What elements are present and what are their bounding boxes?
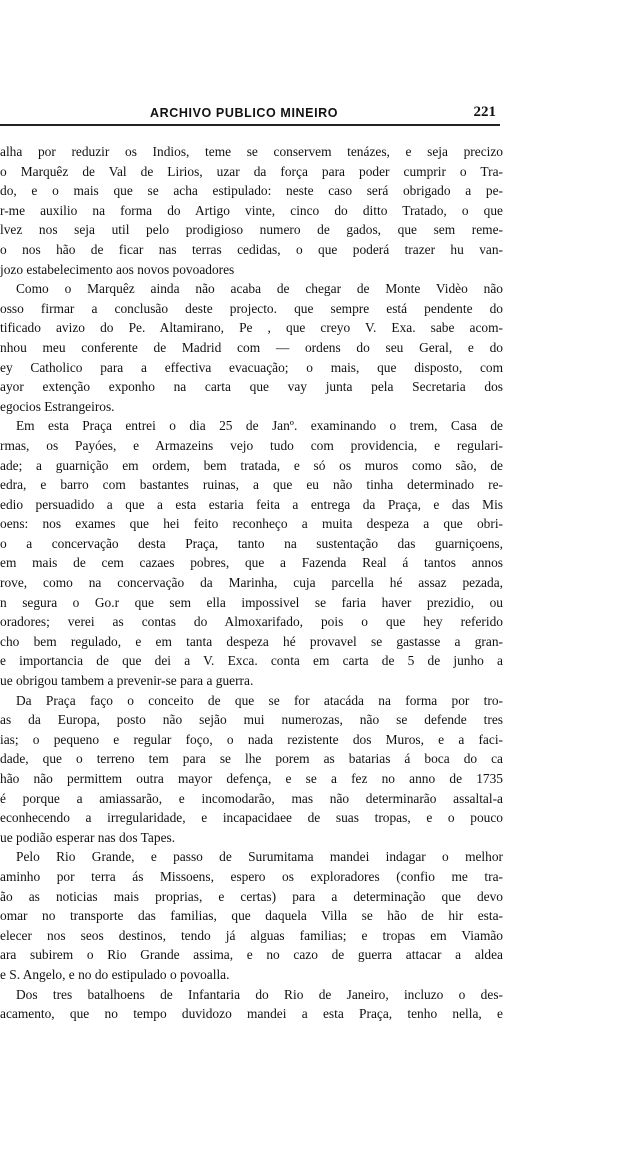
text-line: ara subirem o Rio Grande assima, e no cazo de guerra attacar a aldea — [0, 947, 503, 963]
text-line: e importancia de que dei a V. Exca. conta em carta de 5 de junho a — [0, 653, 503, 669]
text-line: as da Europa, posto não sejão mui numerozas, não se defende tres — [0, 712, 503, 728]
text-line: tificado avizo do Pe. Altamirano, Pe , que creyo V. Exa. sabe acom- — [0, 320, 503, 336]
page-number: 221 — [473, 104, 496, 120]
text-line: lvez nos seja util pelo prodigioso numero de gados, que sem reme- — [0, 222, 503, 238]
body-text — [0, 142, 503, 1142]
text-line: em mais de cem cazaes pobres, que a Fazenda Real á tantos annos — [0, 555, 503, 571]
text-line: jozo estabelecimento aos novos povoadores — [0, 261, 235, 277]
text-line: ue podião esperar nas dos Tapes. — [0, 829, 176, 845]
text-line: Dos tres batalhoens de Infantaria do Rio de Janeiro, incluzo o des- — [16, 986, 503, 1002]
text-line: ey Catholico para a effectiva evacuação; o mais, que disposto, com — [0, 359, 503, 375]
text-line: ão as noticias mais proprias, e certas) para a determinação que devo — [0, 888, 503, 904]
text-line: n segura o Go.r que sem ella impossivel se faria haver prezidio, ou — [0, 594, 503, 610]
text-line: dade, que o terreno tem para se lhe porem as batarias á boca do ca — [0, 751, 503, 767]
text-line: econhecendo a irregularidade, e incapacidaee de suas tropas, e o pouco — [0, 810, 503, 826]
text-line: do, e o mais que se acha estipulado: neste caso será obrigado a pe- — [0, 183, 503, 199]
text-line: oens: nos exames que hei feito reconheço a muita despeza a que obri- — [0, 516, 503, 532]
text-line: alha por reduzir os Indios, teme se conservem tenázes, e seja precizo — [0, 144, 503, 159]
text-line: omar no transporte das familias, que daquela Villa se hão de hir esta- — [0, 908, 503, 924]
text-line: edio persuadido a que a esta estaria feita a entrega da Praça, e das Mis — [0, 496, 503, 512]
text-line: ue obrigou tambem a prevenir-se para a guerra. — [0, 673, 254, 689]
text-line: hão não permittem outra mayor defença, e se a fez no anno de 1735 — [0, 771, 503, 786]
text-line: aminho por terra ás Missoens, espero os exploradores (confio me tra- — [0, 868, 503, 884]
text-line: oradores; verei as contas do Almoxarifado, pois o que hey referido — [0, 614, 503, 630]
text-line: Como o Marquêz ainda não acaba de chegar de Monte Vidèo não — [16, 281, 503, 297]
text-line: o Marquêz de Val de Lirios, uzar da força para poder cumprir o Tra- — [0, 163, 503, 179]
text-line: Em esta Praça entrei o dia 25 de Janº. examinando o trem, Casa de — [16, 418, 503, 434]
text-line: o a concervação desta Praça, tanto na sustentação das guarniçoens, — [0, 535, 503, 551]
text-line: Da Praça faço o conceito de que se for atacáda na forma por tro- — [16, 692, 503, 708]
text-line: e S. Angelo, e no do estipulado o povoalla. — [0, 966, 230, 982]
running-title: ARCHIVO PUBLICO MINEIRO — [150, 106, 339, 120]
text-line: r-me auxilio na forma do Artigo vinte, cinco do ditto Tratado, o que — [0, 202, 503, 218]
text-line: acamento, que no tempo duvidozo mandei a esta Praça, tenho nella, e — [0, 1006, 503, 1022]
text-line: o nos hão de ficar nas terras cedidas, o que poderá trazer hu van- — [0, 241, 503, 257]
text-line: ias; o pequeno e regular foço, o nada rezistente dos Muros, e a faci- — [0, 731, 503, 747]
text-line: Pelo Rio Grande, e passo de Surumitama mandei indagar o melhor — [16, 849, 503, 865]
text-line: elecer nos seos destinos, tendo já alguas familias; e tropas em Viamão — [0, 927, 503, 943]
text-line: ayor extenção exponho na carta que vay junta pela Secretaria dos — [0, 379, 503, 395]
page-header — [0, 104, 500, 126]
text-line: nhou meu conferente de Madrid com — ordens do seu Geral, e do — [0, 339, 503, 355]
text-line: rmas, os Payóes, e Armazeins vejo tudo com providencia, e regulari- — [0, 437, 503, 453]
text-line: é porque a amiassarão, e incomodarão, mas não determinarão assaltal-a — [0, 790, 503, 806]
text-line: osso firmar a conclusão deste projecto. que sempre está pendente do — [0, 300, 503, 316]
text-line: egocios Estrangeiros. — [0, 398, 115, 414]
text-line: edra, e barro com bastantes ruinas, a que eu não tinha determinado re- — [0, 477, 503, 493]
text-line: cho bem regulado, e em tanta despeza hé provavel se gastasse a gran- — [0, 633, 503, 649]
text-line: ade; a guarnição em ordem, bem tratada, e só os muros como são, de — [0, 457, 503, 473]
text-line: rove, como na concervação da Marinha, cuja parcella hé assaz pezada, — [0, 575, 503, 591]
